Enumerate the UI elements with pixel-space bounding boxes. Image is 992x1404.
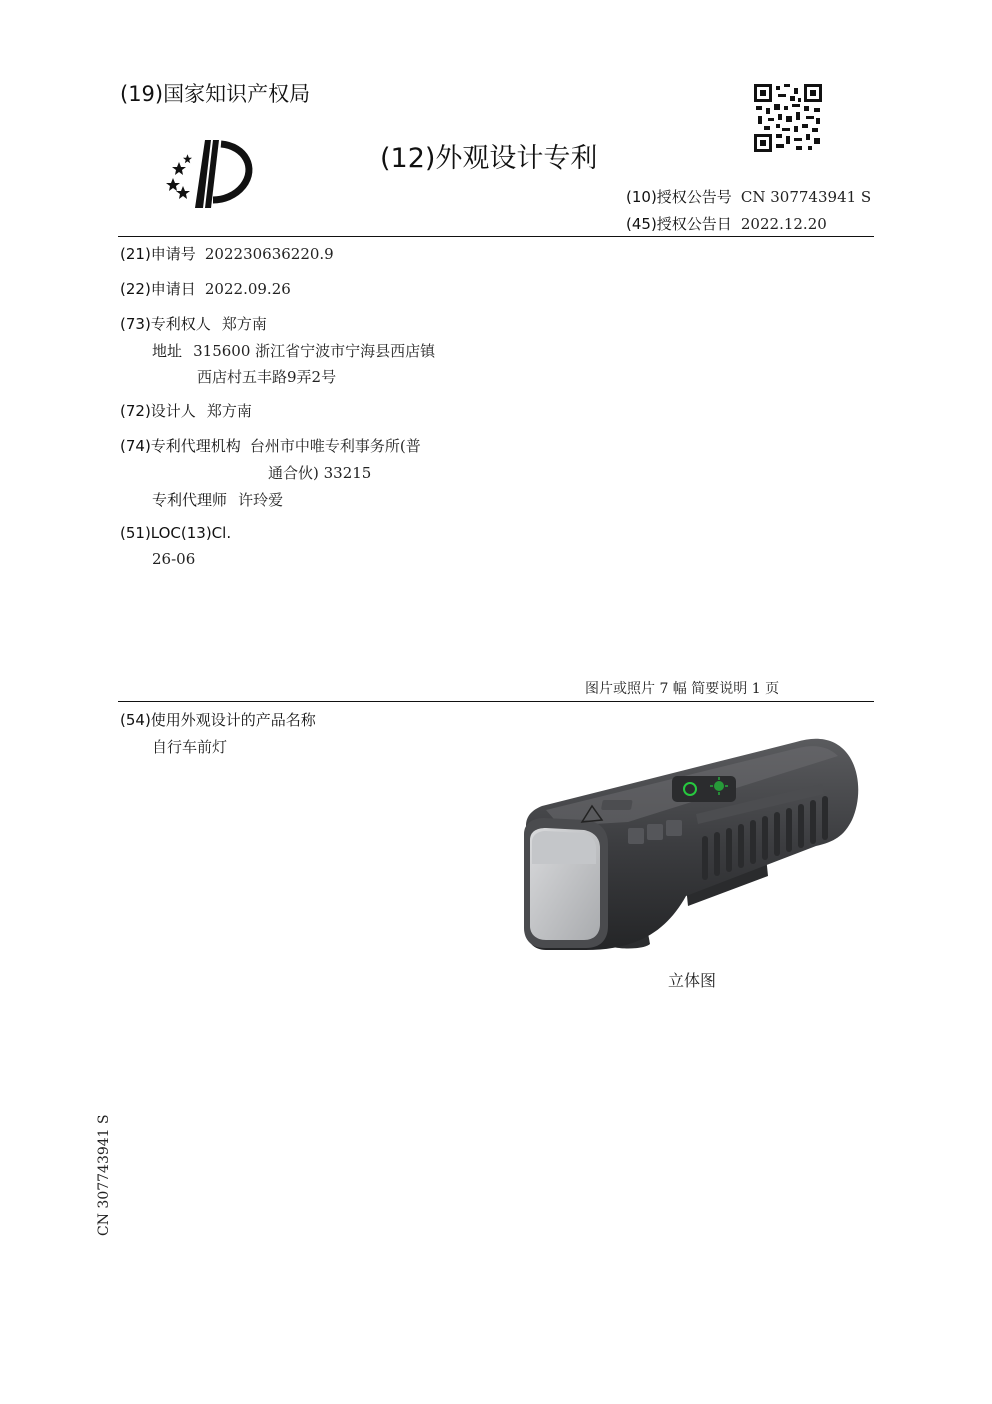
agent-row — [152, 489, 283, 510]
office-name: (19)国家知识产权局 — [120, 82, 311, 106]
bike-light-perspective-drawing — [516, 736, 874, 956]
application-date-label: (22)申请日 — [120, 280, 196, 298]
side-publication-number: CN 307743941 S — [96, 1114, 112, 1236]
figures-count-note: 图片或照片 7 幅 简要说明 1 页 — [585, 681, 780, 697]
designer-value: 郑方南 — [206, 402, 252, 420]
publication-number-value: CN 307743941 S — [740, 188, 872, 206]
patentee-row — [120, 313, 267, 334]
application-date-value: 2022.09.26 — [204, 280, 291, 298]
application-number-row — [120, 243, 334, 264]
address-label: 地址 — [152, 342, 183, 360]
agency-row — [120, 435, 421, 456]
cnipa-logo — [165, 138, 257, 210]
agent-value: 许玲爱 — [238, 491, 284, 509]
publication-date-row — [626, 213, 827, 234]
publication-date-label: (45)授权公告日 — [626, 215, 732, 233]
agency-label: (74)专利代理机构 — [120, 437, 241, 455]
application-number-value: 202230636220.9 — [204, 245, 334, 263]
publication-number-row — [626, 186, 871, 207]
agency-line-1: 台州市中唯专利事务所(普 — [249, 437, 421, 455]
designer-label: (72)设计人 — [120, 402, 196, 420]
application-number-label: (21)申请号 — [120, 245, 196, 263]
publication-date-value: 2022.12.20 — [740, 215, 827, 233]
patentee-label: (73)专利权人 — [120, 315, 211, 333]
address-row — [152, 340, 435, 361]
view-caption: 立体图 — [668, 971, 717, 990]
product-name-value: 自行车前灯 — [152, 738, 228, 756]
designer-row — [120, 400, 252, 421]
loc-classification-label: (51)LOC(13)Cl. — [120, 524, 232, 542]
publication-number-label: (10)授权公告号 — [626, 188, 732, 206]
patentee-value: 郑方南 — [221, 315, 267, 333]
qr-code — [754, 84, 822, 152]
document-type: (12)外观设计专利 — [380, 143, 598, 174]
agent-label: 专利代理师 — [152, 491, 228, 509]
product-name-label: (54)使用外观设计的产品名称 — [120, 711, 316, 729]
agency-line-2: 通合伙) 33215 — [268, 464, 372, 482]
application-date-row — [120, 278, 291, 299]
address-line-2: 西店村五丰路9弄2号 — [197, 368, 337, 386]
loc-classification-value: 26-06 — [152, 550, 196, 568]
address-line-1: 315600 浙江省宁波市宁海县西店镇 — [193, 342, 436, 360]
header-rule — [118, 236, 874, 237]
figures-rule — [118, 701, 874, 702]
